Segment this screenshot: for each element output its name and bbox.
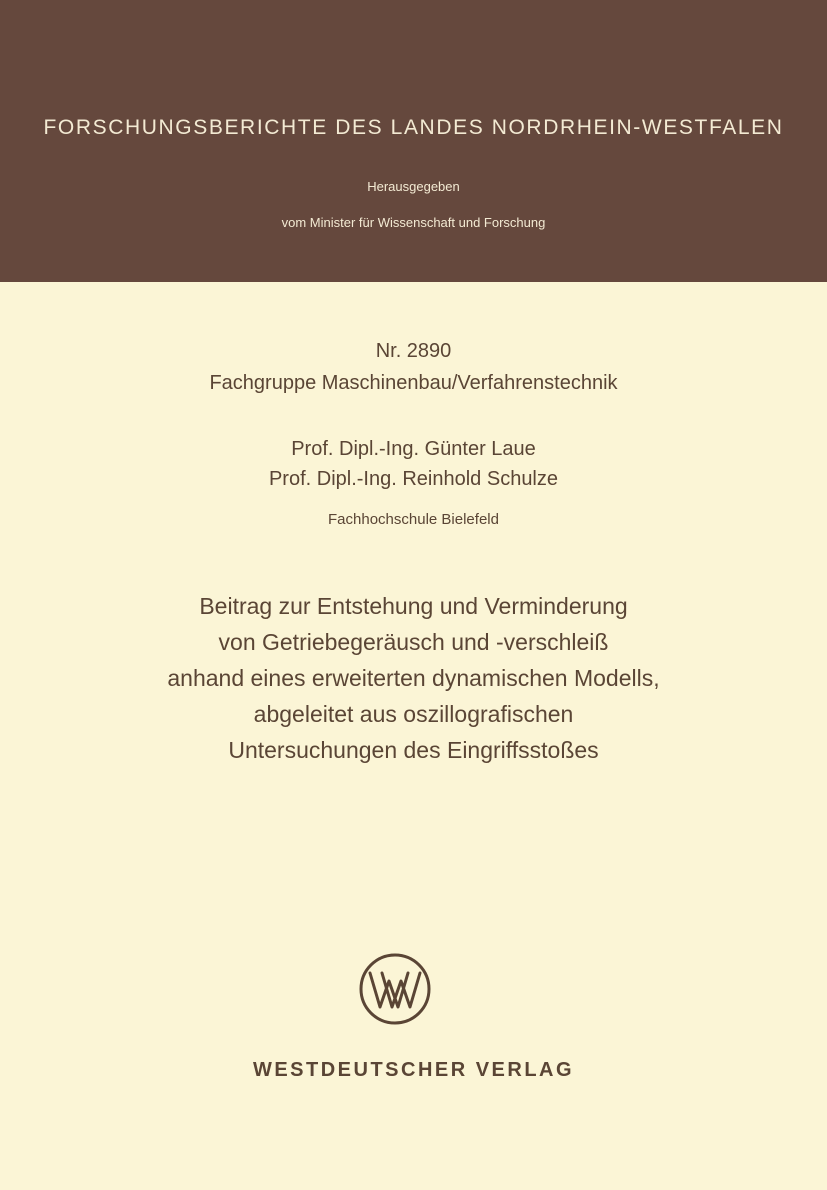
report-number: Nr. 2890: [375, 340, 452, 362]
title-line-3: anhand eines erweiterten dynamischen Modells,: [167, 665, 660, 691]
title-line-5: Untersuchungen des Eingriffsstoßes: [228, 737, 599, 763]
publisher-authority: vom Minister für Wissenschaft und Forschung: [281, 215, 546, 230]
published-by: Herausgegeben: [367, 179, 460, 194]
author-2: Prof. Dipl.-Ing. Reinhold Schulze: [268, 468, 559, 490]
series-title: FORSCHUNGSBERICHTE DES LANDES NORDRHEIN-WESTFALEN: [43, 116, 784, 139]
publisher-name: WESTDEUTSCHER VERLAG: [252, 1059, 575, 1081]
title-line-1: Beitrag zur Entstehung und Verminderung: [199, 593, 628, 619]
title-line-2: von Getriebegeräusch und -verschleiß: [218, 629, 609, 655]
westdeutscher-verlag-ww-logo-icon: [358, 952, 432, 1026]
institution: Fachhochschule Bielefeld: [328, 511, 499, 528]
title-line-4: abgeleitet aus oszillografischen: [253, 701, 574, 727]
report-group: Fachgruppe Maschinenbau/Verfahrenstechnik: [209, 372, 618, 394]
book-title: [0, 588, 827, 768]
header-band: [0, 0, 827, 282]
author-1: Prof. Dipl.-Ing. Günter Laue: [291, 438, 536, 460]
